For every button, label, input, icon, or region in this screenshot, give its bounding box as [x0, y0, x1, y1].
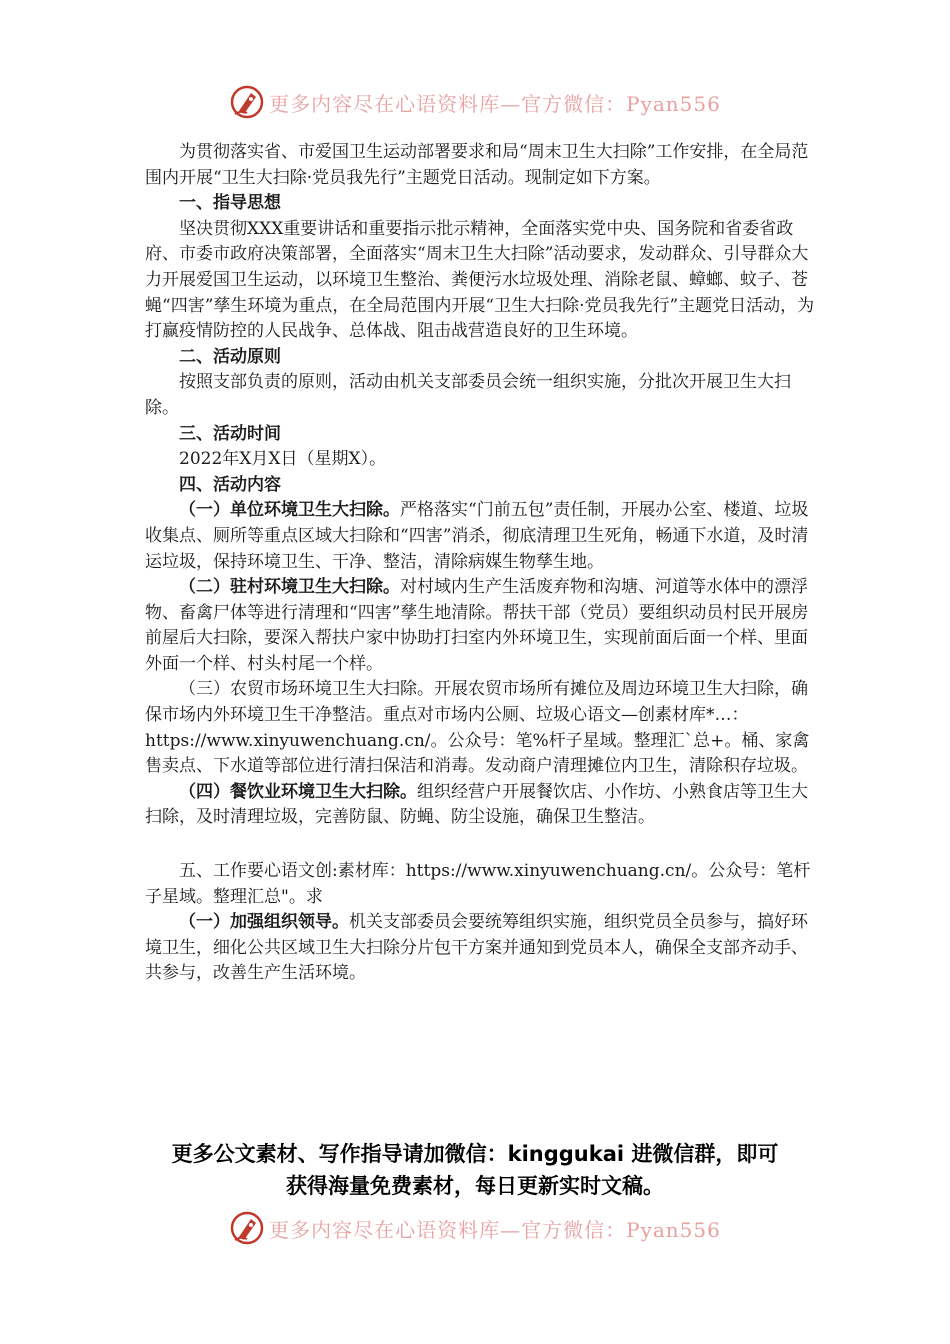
item-body: 组织经营户开展餐饮店、小作坊、小熟食店等卫生大扫除，及时清理垃圾，完善防鼠、防蝇、防尘设施，确保卫生整洁。	[145, 781, 808, 828]
footer-line-2: 获得海量免费素材，每日更新实时文稿。	[286, 1174, 664, 1198]
section-body-principles: 按照支部负责的原则，活动由机关支部委员会统一组织实施，分批次开展卫生大扫除。	[145, 372, 791, 418]
item-organization-leadership	[145, 910, 815, 987]
document-body	[145, 140, 815, 987]
paragraph-gap	[145, 831, 815, 859]
item-restaurant-cleanup	[145, 780, 815, 831]
item-body: 严格落实“门前五包”责任制，开展办公室、楼道、垃圾收集点、厕所等重点区域大扫除和“四害”消杀，彻底清理卫生死角，畅通下水道，及时清运垃圾，保持环境卫生、干净、整洁，清除病媒生物孳生地。	[145, 500, 809, 572]
watermark-text: 更多内容尽在心语资料库—官方微信：Pyan556	[269, 1217, 721, 1242]
footer-line-1: 更多公文素材、写作指导请加微信：kinggukai 进微信群，即可	[171, 1142, 779, 1166]
pen-nib-logo-icon	[229, 1210, 265, 1246]
footer-watermark-banner	[0, 1208, 950, 1248]
item-body: 对村域内生产生活废弃物和沟塘、河道等水体中的漂浮物、畜禽尸体等进行清理和“四害”孳生地清除。帮扶干部（党员）要组织动员村民开展房前屋后大扫除，要深入帮扶户家中协助打扫室内外环境卫生，实现前面后面一个样、里面外面一个样、村头村尾一个样。	[145, 577, 809, 674]
section-heading-requirements: 五、工作要心语文创:素材库：https://www.xinyuwenchuang.cn/。公众号：笔杆子星域。整理汇总"。求	[145, 861, 811, 907]
item-village-cleanup	[145, 575, 815, 677]
section-heading-time: 三、活动时间	[179, 423, 281, 444]
section-heading-principles: 二、活动原则	[179, 346, 281, 367]
watermark-text: 更多内容尽在心语资料库—官方微信：Pyan556	[269, 91, 721, 116]
item-lead: （一）单位环境卫生大扫除。	[179, 500, 400, 521]
pen-nib-logo-icon	[229, 84, 265, 120]
item-lead: （一）加强组织领导。	[179, 912, 349, 933]
item-unit-cleanup	[145, 498, 815, 575]
section-heading-guiding-ideology: 一、指导思想	[179, 193, 281, 214]
section-body-time: 2022年X月X日（星期X）。	[179, 449, 387, 470]
item-market-cleanup: （三）农贸市场环境卫生大扫除。开展农贸市场所有摊位及周边环境卫生大扫除，确保市场内外环境卫生干净整洁。重点对市场内公厕、垃圾心语文—创素材库*…：https://www.xinyuwenchuang.cn/。公众号：笔%杆子星域。整理汇`总+。桶、家禽售卖点、下水道等部位进行清扫保洁和消毒。发动商户清理摊位内卫生，清除积存垃圾。	[145, 679, 810, 777]
header-watermark-banner	[0, 82, 950, 122]
footer-promo-text	[0, 1138, 950, 1202]
section-body-guiding-ideology: 坚决贯彻XXX重要讲话和重要指示批示精神，全面落实党中央、国务院和省委省政府、市委市政府决策部署，全面落实“周末卫生大扫除”活动要求，发动群众、引导群众大力开展爱国卫生运动，以环境卫生整治、粪便污水垃圾处理、消除老鼠、蟑螂、蚊子、苍蝇“四害”孳生环境为重点，在全局范围内开展“卫生大扫除·党员我先行”主题党日活动，为打赢疫情防控的人民战争、总体战、阻击战营造良好的卫生环境。	[145, 218, 815, 342]
item-lead: （四）餐饮业环境卫生大扫除。	[179, 781, 417, 802]
intro-paragraph: 为贯彻落实省、市爱国卫生运动部署要求和局“周末卫生大扫除”工作安排，在全局范围内开展“卫生大扫除·党员我先行”主题党日活动。现制定如下方案。	[145, 142, 809, 188]
item-body: 机关支部委员会要统筹组织实施，组织党员全员参与，搞好环境卫生，细化公共区域卫生大扫除分片包干方案并通知到党员本人，确保全支部齐动手、共参与，改善生产生活环境。	[145, 912, 808, 984]
item-lead: （二）驻村环境卫生大扫除。	[179, 577, 400, 598]
section-heading-content: 四、活动内容	[179, 474, 281, 495]
